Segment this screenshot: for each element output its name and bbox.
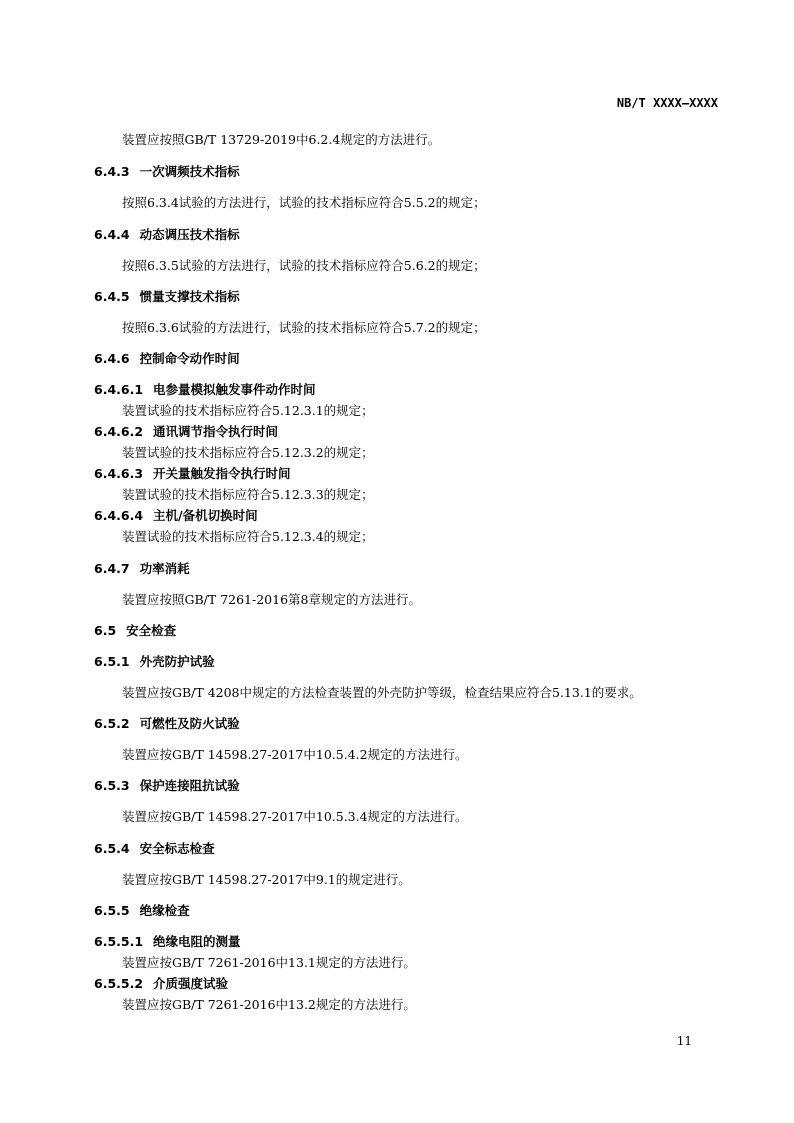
subsection-heading: [94, 464, 291, 482]
section-number: 6.5.5.2: [94, 976, 144, 991]
section-title: 主机/备机切换时间: [153, 508, 258, 523]
section-title: 绝缘电阻的测量: [153, 934, 241, 949]
section-title: 一次调频技术指标: [139, 164, 240, 179]
section-number: 6.5.1: [94, 654, 130, 669]
subsection-heading: [94, 506, 258, 524]
section-heading: [94, 776, 240, 794]
paragraph: 装置应按GB/T 4208中规定的方法检查装置的外壳防护等级，检查结果应符合5.13.1的要求。: [122, 685, 642, 700]
section-number: 6.4.3: [94, 164, 130, 179]
section-number: 6.4.6.4: [94, 508, 144, 523]
paragraph: 按照6.3.5试验的方法进行，试验的技术指标应符合5.6.2的规定；: [122, 258, 486, 273]
section-heading: [94, 225, 240, 243]
subsection-heading: [94, 422, 278, 440]
section-number: 6.5.5.1: [94, 934, 144, 949]
section-number: 6.5.5: [94, 903, 130, 918]
paragraph: 装置应按照GB/T 7261-2016第8章规定的方法进行。: [122, 592, 421, 607]
section-title: 可燃性及防火试验: [139, 716, 240, 731]
section-heading: [94, 714, 240, 732]
section-number: 6.4.4: [94, 227, 130, 242]
section-title: 通讯调节指令执行时间: [153, 424, 279, 439]
section-number: 6.5: [94, 623, 117, 638]
section-number: 6.4.6.1: [94, 382, 144, 397]
section-number: 6.4.6: [94, 351, 130, 366]
section-heading: [94, 652, 215, 670]
section-number: 6.4.5: [94, 289, 130, 304]
section-heading: [94, 839, 215, 857]
paragraph: 装置试验的技术指标应符合5.12.3.3的规定；: [122, 487, 374, 502]
paragraph: 装置应按照GB/T 13729-2019中6.2.4规定的方法进行。: [122, 132, 441, 147]
section-title: 电参量模拟触发事件动作时间: [153, 382, 316, 397]
paragraph: 按照6.3.6试验的方法进行，试验的技术指标应符合5.7.2的规定；: [122, 320, 486, 335]
section-heading: [94, 621, 176, 639]
section-number: 6.4.6.2: [94, 424, 144, 439]
section-title: 外壳防护试验: [139, 654, 215, 669]
section-heading: [94, 162, 240, 180]
section-heading: [94, 349, 240, 367]
section-title: 动态调压技术指标: [139, 227, 240, 242]
paragraph: 装置试验的技术指标应符合5.12.3.1的规定；: [122, 403, 374, 418]
paragraph: 按照6.3.4试验的方法进行，试验的技术指标应符合5.5.2的规定；: [122, 195, 486, 210]
subsection-heading: [94, 380, 316, 398]
section-title: 功率消耗: [139, 561, 190, 576]
section-number: 6.5.3: [94, 778, 130, 793]
section-number: 6.5.2: [94, 716, 130, 731]
paragraph: 装置试验的技术指标应符合5.12.3.4的规定；: [122, 529, 374, 544]
section-title: 安全标志检查: [139, 841, 215, 856]
standard-code-header: NB/T XXXX—XXXX: [616, 96, 718, 110]
section-title: 控制命令动作时间: [139, 351, 240, 366]
section-heading: [94, 287, 240, 305]
section-title: 保护连接阻抗试验: [139, 778, 240, 793]
paragraph: 装置应按GB/T 14598.27-2017中10.5.3.4规定的方法进行。: [122, 809, 468, 824]
section-number: 6.4.6.3: [94, 466, 144, 481]
page-number: 11: [676, 1034, 692, 1048]
paragraph: 装置应按GB/T 14598.27-2017中10.5.4.2规定的方法进行。: [122, 747, 468, 762]
paragraph: 装置应按GB/T 14598.27-2017中9.1的规定进行。: [122, 872, 411, 887]
paragraph: 装置应按GB/T 7261-2016中13.1规定的方法进行。: [122, 955, 416, 970]
section-title: 安全检查: [126, 623, 177, 638]
paragraph: 装置试验的技术指标应符合5.12.3.2的规定；: [122, 445, 374, 460]
section-title: 绝缘检查: [139, 903, 190, 918]
section-title: 开关量触发指令执行时间: [153, 466, 291, 481]
subsection-heading: [94, 974, 228, 992]
section-number: 6.5.4: [94, 841, 130, 856]
section-heading: [94, 559, 190, 577]
section-heading: [94, 901, 190, 919]
subsection-heading: [94, 932, 241, 950]
paragraph: 装置应按GB/T 7261-2016中13.2规定的方法进行。: [122, 997, 416, 1012]
section-title: 介质强度试验: [153, 976, 229, 991]
section-title: 惯量支撑技术指标: [139, 289, 240, 304]
section-number: 6.4.7: [94, 561, 130, 576]
